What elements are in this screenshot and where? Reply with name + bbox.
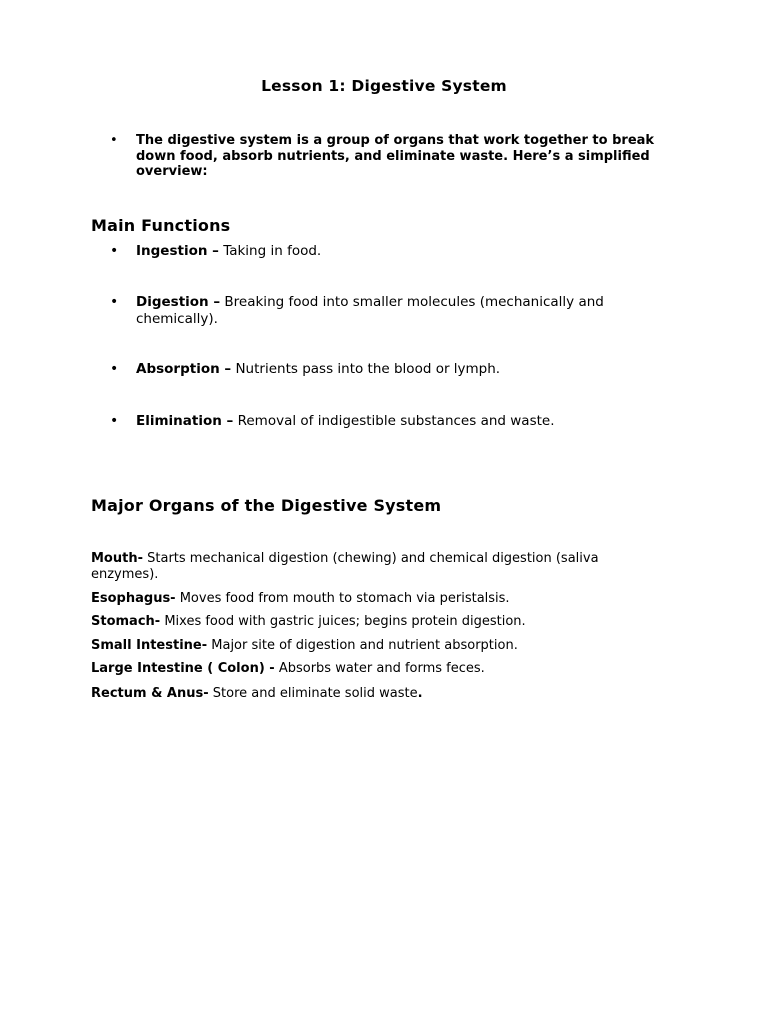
organ-description: Store and eliminate solid waste xyxy=(208,686,418,701)
function-term: Ingestion – xyxy=(136,243,219,259)
intro-text: The digestive system is a group of organs that work together to break down food, absorb nutrients, and eliminate waste. Here’s a simplified overview: xyxy=(136,133,655,179)
function-description: Nutrients pass into the blood or lymph. xyxy=(231,361,501,377)
organ-description: Major site of digestion and nutrient absorption. xyxy=(207,638,518,653)
bullet-marker: • xyxy=(110,294,119,310)
bullet-marker: • xyxy=(110,133,118,148)
bullet-marker: • xyxy=(110,361,119,377)
organ-end: . xyxy=(417,686,423,701)
function-description: Removal of indigestible substances and waste. xyxy=(233,413,555,429)
organ-item-esophagus xyxy=(91,591,651,607)
organ-item-mouth xyxy=(91,551,651,582)
organ-term: Mouth- xyxy=(91,551,143,566)
organ-term: Stomach- xyxy=(91,614,161,629)
function-text xyxy=(136,413,676,430)
organ-item-rectum-anus xyxy=(91,686,651,702)
function-text xyxy=(136,361,676,378)
organ-term: Rectum & Anus- xyxy=(91,686,209,701)
main-functions-heading: Main Functions xyxy=(91,216,231,235)
organ-description: Starts mechanical digestion (chewing) and chemical digestion (saliva enzymes). xyxy=(91,551,599,582)
function-term: Elimination – xyxy=(136,413,234,429)
function-description: Breaking food into smaller molecules (mechanically and chemically). xyxy=(136,294,604,327)
organ-description: Mixes food with gastric juices; begins protein digestion. xyxy=(160,614,526,629)
organ-description: Moves food from mouth to stomach via peristalsis. xyxy=(175,591,510,606)
organ-term: Large Intestine ( Colon) - xyxy=(91,661,275,676)
function-text xyxy=(136,243,676,260)
organ-term: Esophagus- xyxy=(91,591,176,606)
organs-heading: Major Organs of the Digestive System xyxy=(91,496,442,515)
bullet-marker: • xyxy=(110,243,119,259)
organ-description: Absorbs water and forms feces. xyxy=(274,661,485,676)
function-description: Taking in food. xyxy=(218,243,322,259)
organ-term: Small Intestine- xyxy=(91,638,208,653)
organ-item-stomach xyxy=(91,614,651,630)
function-term: Digestion – xyxy=(136,294,221,310)
page-title: Lesson 1: Digestive System xyxy=(261,77,507,95)
organ-item-large-intestine xyxy=(91,661,651,677)
organ-item-small-intestine xyxy=(91,638,651,654)
function-term: Absorption – xyxy=(136,361,232,377)
bullet-marker: • xyxy=(110,413,119,429)
function-text xyxy=(136,294,676,327)
